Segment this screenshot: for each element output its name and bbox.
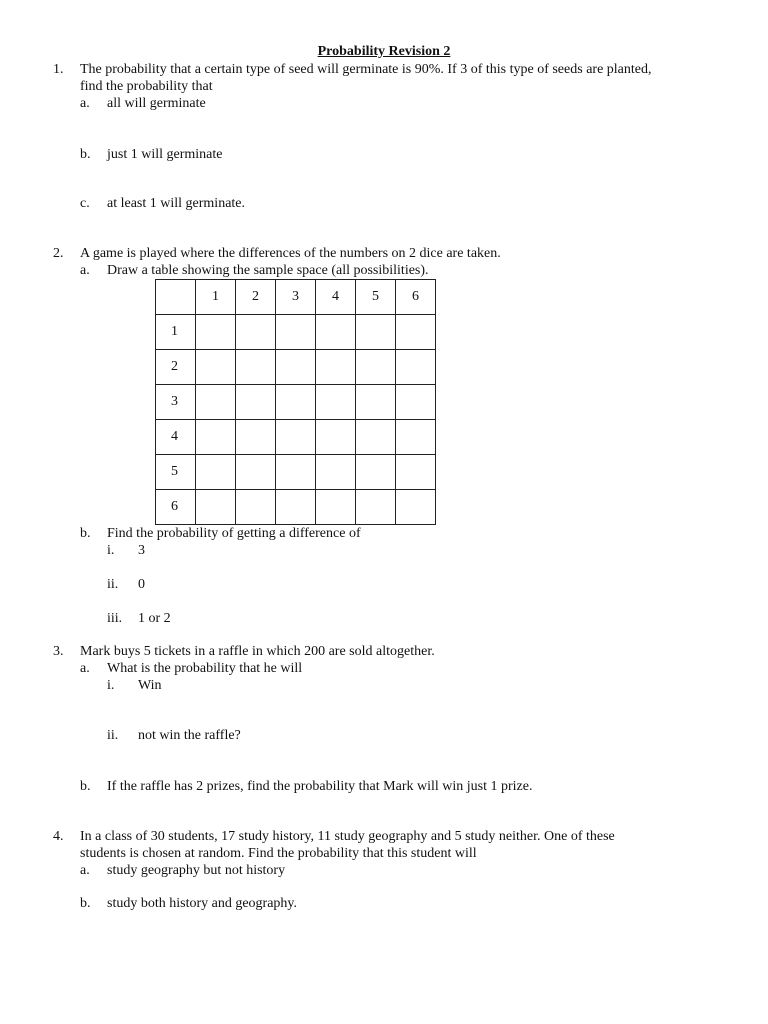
table-row — [156, 350, 436, 385]
sample-space-table — [155, 279, 436, 525]
table-cell — [196, 420, 236, 455]
q1-text-line2: find the probability that — [80, 79, 213, 94]
table-cell — [316, 455, 356, 490]
q4a-text: study geography but not history — [107, 863, 286, 878]
table-cell — [316, 420, 356, 455]
q4b-text: study both history and geography. — [107, 896, 298, 911]
table-cell — [276, 315, 316, 350]
table-row — [156, 490, 436, 525]
row-header-cell: 3 — [156, 385, 196, 420]
table-cell — [316, 350, 356, 385]
q2bi-text: 3 — [138, 543, 145, 558]
row-header-cell: 5 — [156, 455, 196, 490]
table-row — [156, 385, 436, 420]
q4-text-line1: In a class of 30 students, 17 study history, 11 study geography and 5 study neither. One of these — [80, 829, 615, 844]
q4b-label: b. — [80, 896, 91, 911]
q4-number: 4. — [53, 829, 64, 844]
table-cell — [316, 385, 356, 420]
table-cell — [196, 315, 236, 350]
q2a-label: a. — [80, 263, 90, 278]
table-cell — [236, 350, 276, 385]
table-cell — [196, 455, 236, 490]
table-cell — [196, 385, 236, 420]
q3ai-text: Win — [138, 678, 162, 693]
table-cell — [356, 490, 396, 525]
row-header-cell: 2 — [156, 350, 196, 385]
q2b-text: Find the probability of getting a difference of — [107, 526, 361, 541]
q2a-text: Draw a table showing the sample space (all possibilities). — [107, 263, 429, 278]
table-cell — [236, 385, 276, 420]
table-cell — [356, 385, 396, 420]
q1-number: 1. — [53, 62, 64, 77]
q1-text-line1: The probability that a certain type of seed will germinate is 90%. If 3 of this type of seeds are planted, — [80, 62, 652, 77]
table-cell — [236, 420, 276, 455]
table-cell — [276, 385, 316, 420]
q1b-label: b. — [80, 147, 91, 162]
table-cell — [396, 385, 436, 420]
col-header-cell: 2 — [236, 280, 276, 315]
col-header-cell: 4 — [316, 280, 356, 315]
q2b-label: b. — [80, 526, 91, 541]
q4-text-line2: students is chosen at random. Find the probability that this student will — [80, 846, 477, 861]
q3b-label: b. — [80, 779, 91, 794]
q2biii-label: iii. — [107, 611, 123, 626]
row-header-cell: 6 — [156, 490, 196, 525]
q3-number: 3. — [53, 644, 64, 659]
q3aii-text: not win the raffle? — [138, 728, 241, 743]
table-corner-cell — [156, 280, 196, 315]
q2biii-text: 1 or 2 — [138, 611, 171, 626]
table-cell — [276, 350, 316, 385]
table-header-row — [156, 280, 436, 315]
table-cell — [396, 315, 436, 350]
col-header-cell: 3 — [276, 280, 316, 315]
table-cell — [396, 490, 436, 525]
table-cell — [236, 315, 276, 350]
q3aii-label: ii. — [107, 728, 119, 743]
table-row — [156, 455, 436, 490]
table-cell — [356, 420, 396, 455]
table-cell — [276, 490, 316, 525]
table-cell — [276, 420, 316, 455]
q1a-text: all will germinate — [107, 96, 206, 111]
table-cell — [356, 350, 396, 385]
q2-text: A game is played where the differences of the numbers on 2 dice are taken. — [80, 246, 501, 261]
table-cell — [276, 455, 316, 490]
q3-text: Mark buys 5 tickets in a raffle in which 200 are sold altogether. — [80, 644, 435, 659]
q1c-label: c. — [80, 196, 90, 211]
col-header-cell: 5 — [356, 280, 396, 315]
col-header-cell: 1 — [196, 280, 236, 315]
q2bii-text: 0 — [138, 577, 145, 592]
q1a-label: a. — [80, 96, 90, 111]
table-cell — [236, 455, 276, 490]
q2bi-label: i. — [107, 543, 115, 558]
q3ai-label: i. — [107, 678, 115, 693]
q1c-text: at least 1 will germinate. — [107, 196, 246, 211]
table-cell — [316, 490, 356, 525]
q1b-text: just 1 will germinate — [107, 147, 223, 162]
table-cell — [316, 315, 356, 350]
q3b-text: If the raffle has 2 prizes, find the probability that Mark will win just 1 prize. — [107, 779, 533, 794]
table-cell — [356, 455, 396, 490]
page-title: Probability Revision 2 — [317, 44, 451, 59]
q2bii-label: ii. — [107, 577, 119, 592]
table-cell — [236, 490, 276, 525]
q4a-label: a. — [80, 863, 90, 878]
table-cell — [356, 315, 396, 350]
row-header-cell: 1 — [156, 315, 196, 350]
row-header-cell: 4 — [156, 420, 196, 455]
q2-number: 2. — [53, 246, 64, 261]
col-header-cell: 6 — [396, 280, 436, 315]
table-row — [156, 315, 436, 350]
q3a-label: a. — [80, 661, 90, 676]
table-cell — [396, 350, 436, 385]
q3a-text: What is the probability that he will — [107, 661, 303, 676]
table-cell — [196, 350, 236, 385]
table-cell — [396, 420, 436, 455]
table-cell — [196, 490, 236, 525]
table-cell — [396, 455, 436, 490]
table-row — [156, 420, 436, 455]
